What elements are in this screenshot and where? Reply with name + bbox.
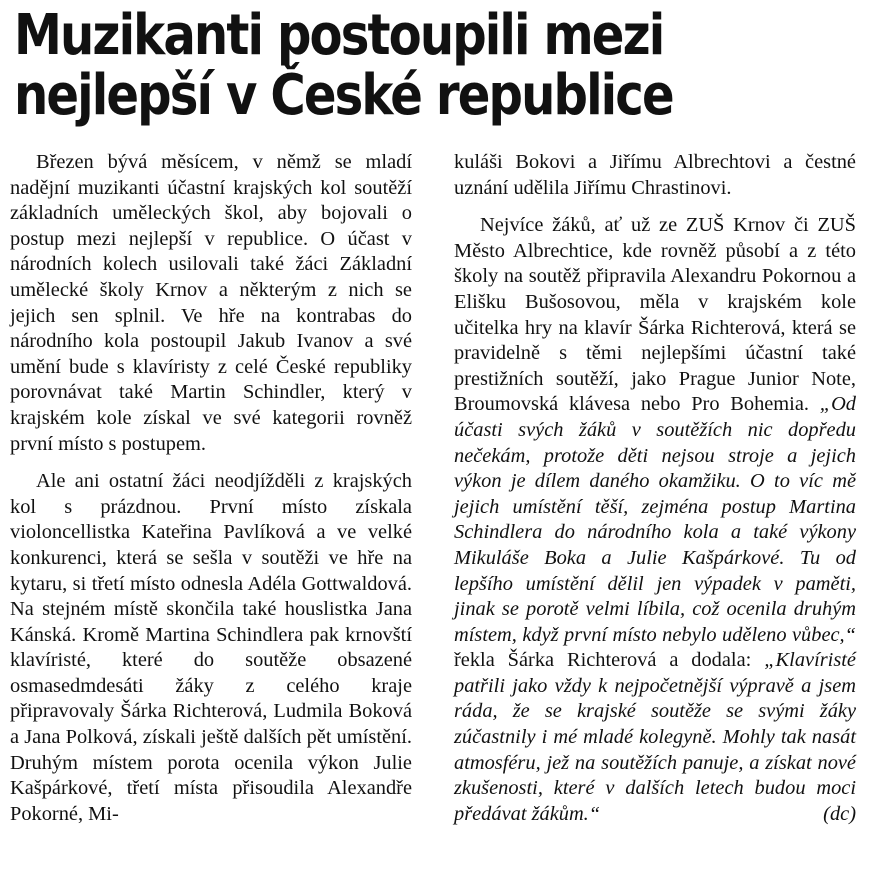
headline-line-1: Muzikanti postoupili mezi (14, 3, 664, 68)
right-column (454, 150, 856, 827)
headline (14, 3, 745, 128)
left-column (10, 150, 412, 827)
quote-second: „Klavíristé patřili jako vždy k nejpočetnější výpravě a jsem ráda, že se krajské soutěže se svými žáky zúčastnily i mé mladé kolegyně. Mohly tak nasát atmosféru, jež na soutěžích panuje, a získat nové zkušenosti, které v dalších letech budou moci předávat žákům.“ (454, 649, 856, 825)
right-paragraph-2 (454, 213, 856, 827)
headline-line-2: nejlepší v České republice (14, 63, 673, 128)
quote-attribution: řekla Šárka Richterová a dodala: (454, 649, 765, 672)
author-signature: (dc) (823, 802, 856, 825)
quote-intro-text: Nejvíce žáků, ať už ze ZUŠ Krnov či ZUŠ Město Albrechtice, kde rovněž působí a z této školy na soutěž připravila Alexandru Pokornou a Elišku Bušosovou, měla v krajském kole učitelka hry na klavír Šárka Richterová, která se pravidelně s těmi nejlepšími účastní také prestižních soutěží, jako Prague Junior Note, Broumovská klávesa nebo Pro Bohemia. (454, 214, 856, 416)
left-paragraph-1: Březen bývá měsícem, v němž se mladí nadějní muzikanti účastní krajských kol soutěží základních uměleckých škol, aby bojovali o postup mezi nejlepší v republice. O účast v národních kolech usilovali také žáci Základní umělecké školy Krnov a některým z nich se jejich sen splnil. Ve hře na kontrabas do národního kola postoupil Jakub Ivanov a své umění bude s klavíristy z celé České republiky porovnávat také Martin Schindler, který v krajském kole získal ve své kategorii rovněž první místo s postupem. (10, 151, 412, 455)
right-paragraph-1: kuláši Bokovi a Jiřímu Albrechtovi a čestné uznání udělila Jiřímu Chrastinovi. (454, 151, 856, 199)
quote-first: „Od účasti svých žáků v soutěžích nic dopředu nečekám, protože děti nejsou stroje a jejich výkon je dílem daného okamžiku. O to víc mě jejich umístění těší, zejména postup Martina Schindlera do národního kola a také výkony Mikuláše Boka a Julie Kašpárkové. Tu od lepšího umístění dělil jen výpadek v paměti, jinak se porotě velmi líbila, což ocenila druhým místem, když první místo nebylo uděleno vůbec,“ (454, 393, 856, 646)
left-paragraph-2: Ale ani ostatní žáci neodjížděli z krajských kol s prázdnou. První místo získala violoncellistka Kateřina Pavlíková a ve velké konkurenci, která se sešla v soutěži ve hře na kytaru, si třetí místo odnesla Adéla Gottwaldová. Na stejném místě skončila také houslistka Jana Kánská. Kromě Martina Schindlera pak krnovští klavíristé, které do soutěže obsazené osmasedmdesáti žáky z celého kraje připravovaly Šárka Richterová, Ludmila Boková a Jana Polková, získali ještě dalších pět umístění. Druhým místem porota ocenila výkon Julie Kašpárkové, třetí místa přisoudila Alexandře Pokorné, Mi- (10, 470, 412, 825)
